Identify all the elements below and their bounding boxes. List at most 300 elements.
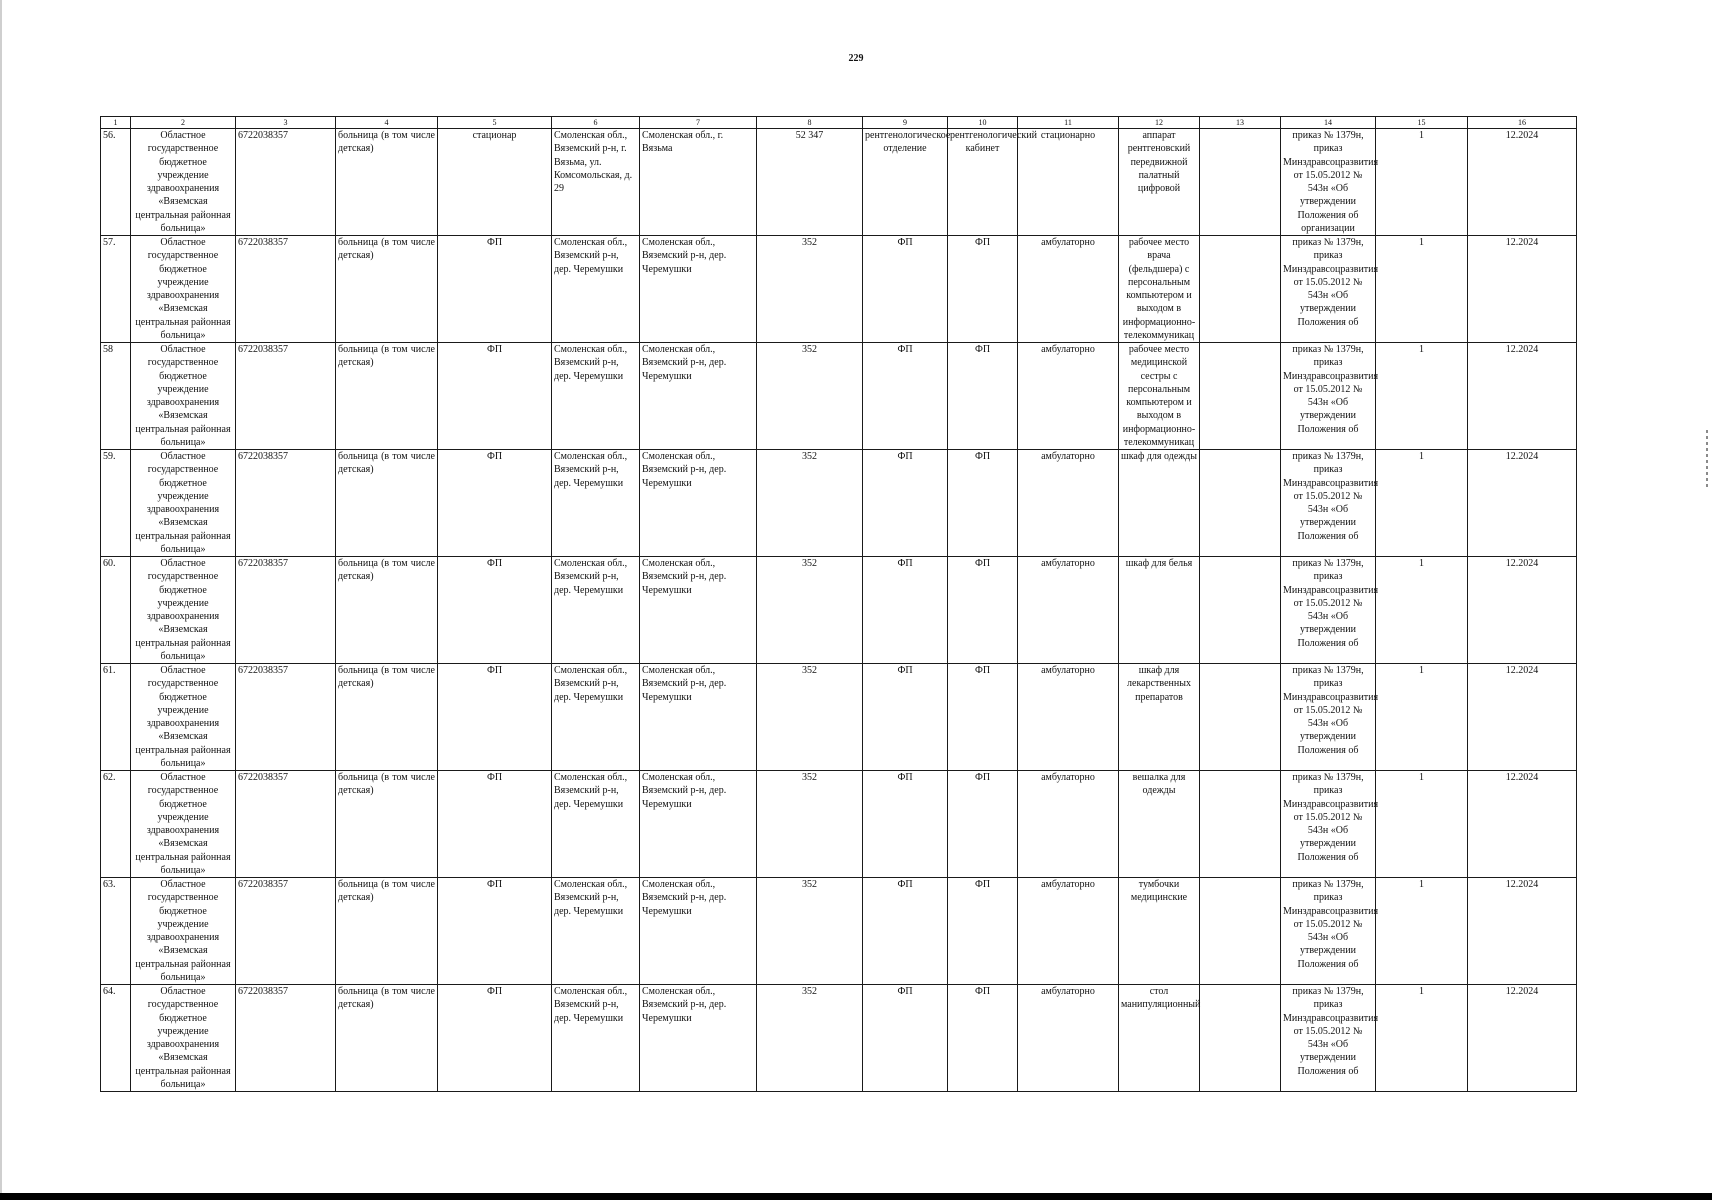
inn-cell-text: 6722038357: [238, 558, 288, 569]
equipment-cell-text: шкаф для лекарственных препаратов: [1127, 665, 1191, 703]
row-number-cell: [101, 343, 131, 450]
organization-cell: [131, 129, 236, 236]
unit-cell-text: ФП: [486, 986, 503, 997]
inn-cell-text: 6722038357: [238, 879, 288, 890]
room-cell: [948, 557, 1018, 664]
location-cell-text: Смоленская обл., Вяземский р-н, дер. Черемушки: [642, 879, 727, 917]
address-cell-text: Смоленская обл., Вяземский р-н, дер. Черемушки: [554, 451, 628, 489]
row-number-cell-text: 61.: [103, 665, 116, 676]
location-cell-text: Смоленская обл., Вяземский р-н, дер. Черемушки: [642, 237, 727, 275]
inn-cell: [236, 878, 336, 985]
order-cell: [1281, 129, 1379, 236]
population-cell-text: 352: [802, 237, 817, 248]
unit-cell-text: ФП: [486, 772, 503, 783]
organization-cell-text: Областное государственное бюджетное учреждение здравоохранения «Вяземская центральная районная больница»: [135, 344, 231, 449]
location-cell: [640, 664, 757, 771]
date-cell-text: 12.2024: [1505, 451, 1539, 462]
room-cell-text: ФП: [974, 879, 991, 890]
empty-cell: [1200, 771, 1281, 878]
inn-cell-text: 6722038357: [238, 344, 288, 355]
address-cell: [552, 878, 640, 985]
department-cell: [863, 664, 948, 771]
empty-cell: [1200, 557, 1281, 664]
population-cell-text: 352: [802, 665, 817, 676]
department-cell-text: ФП: [897, 344, 913, 355]
unit-cell: [438, 771, 552, 878]
address-cell: [552, 985, 640, 1092]
facility-type-cell-text: больница (в том числе детская): [338, 237, 435, 262]
address-cell: [552, 450, 640, 557]
unit-cell: [438, 236, 552, 343]
table-row: [101, 771, 1577, 878]
department-cell: [863, 236, 948, 343]
location-cell: [640, 343, 757, 450]
column-number: 10: [948, 117, 1018, 129]
facility-type-cell: [336, 557, 438, 664]
order-cell-text: приказ № 1379н, приказ Минздравсоцразвития от 15.05.2012 № 543н «Об утверждении Положения об: [1283, 558, 1379, 649]
location-cell-text: Смоленская обл., Вяземский р-н, дер. Черемушки: [642, 558, 727, 596]
facility-type-cell: [336, 771, 438, 878]
equipment-cell: [1119, 129, 1200, 236]
organization-cell-text: Областное государственное бюджетное учреждение здравоохранения «Вяземская центральная районная больница»: [135, 879, 231, 984]
population-cell-text: 352: [802, 344, 817, 355]
organization-cell-text: Областное государственное бюджетное учреждение здравоохранения «Вяземская центральная районная больница»: [135, 986, 231, 1091]
equipment-cell: [1119, 343, 1200, 450]
quantity-cell-text: 1: [1419, 879, 1424, 890]
row-number-cell: [101, 985, 131, 1092]
address-cell-text: Смоленская обл., Вяземский р-н, дер. Черемушки: [554, 986, 628, 1024]
department-cell-text: ФП: [897, 986, 913, 997]
quantity-cell-text: 1: [1419, 344, 1424, 355]
scan-left-edge: [0, 0, 2, 1200]
care-mode-cell: [1018, 557, 1119, 664]
row-number-cell-text: 63.: [103, 879, 116, 890]
row-number-cell-text: 62.: [103, 772, 116, 783]
row-number-cell: [101, 236, 131, 343]
order-cell: [1281, 985, 1379, 1092]
quantity-cell: [1376, 236, 1468, 343]
empty-cell: [1200, 236, 1281, 343]
room-cell: [948, 450, 1018, 557]
row-number-cell: [101, 450, 131, 557]
department-cell-text: ФП: [897, 772, 913, 783]
table-row: [101, 664, 1577, 771]
date-cell: [1468, 771, 1577, 878]
care-mode-cell-text: амбулаторно: [1041, 772, 1095, 783]
quantity-cell: [1376, 129, 1468, 236]
order-cell: [1281, 664, 1379, 771]
care-mode-cell: [1018, 236, 1119, 343]
location-cell: [640, 771, 757, 878]
date-cell: [1468, 343, 1577, 450]
facility-type-cell: [336, 450, 438, 557]
address-cell: [552, 771, 640, 878]
care-mode-cell-text: амбулаторно: [1041, 237, 1095, 248]
quantity-cell: [1376, 450, 1468, 557]
equipment-cell: [1119, 557, 1200, 664]
date-cell: [1468, 985, 1577, 1092]
population-cell: [757, 664, 863, 771]
column-number: 1: [101, 117, 131, 129]
population-cell: [757, 450, 863, 557]
date-cell: [1468, 557, 1577, 664]
table-row: [101, 450, 1577, 557]
date-cell-text: 12.2024: [1505, 558, 1539, 569]
date-cell-text: 12.2024: [1505, 344, 1539, 355]
room-cell: [948, 878, 1018, 985]
equipment-cell-text: шкаф для белья: [1125, 558, 1193, 569]
quantity-cell: [1376, 343, 1468, 450]
care-mode-cell: [1018, 985, 1119, 1092]
inn-cell-text: 6722038357: [238, 451, 288, 462]
column-number: 7: [640, 117, 757, 129]
date-cell: [1468, 236, 1577, 343]
care-mode-cell: [1018, 450, 1119, 557]
inn-cell-text: 6722038357: [238, 130, 288, 141]
population-cell-text: 352: [802, 772, 817, 783]
care-mode-cell: [1018, 664, 1119, 771]
column-number: 9: [863, 117, 948, 129]
row-number-cell: [101, 557, 131, 664]
equipment-cell-text: рабочее место медицинской сестры с персональным компьютером и выходом в информационно-телекоммуникац: [1122, 344, 1196, 449]
location-cell-text: Смоленская обл., Вяземский р-н, дер. Черемушки: [642, 665, 727, 703]
date-cell-text: 12.2024: [1505, 237, 1539, 248]
date-cell: [1468, 129, 1577, 236]
equipment-cell: [1119, 878, 1200, 985]
row-number-cell: [101, 771, 131, 878]
quantity-cell-text: 1: [1419, 451, 1424, 462]
room-cell-text: ФП: [974, 237, 991, 248]
unit-cell-text: ФП: [486, 665, 503, 676]
unit-cell: [438, 664, 552, 771]
room-cell: [948, 771, 1018, 878]
unit-cell: [438, 985, 552, 1092]
department-cell-text: ФП: [897, 558, 913, 569]
quantity-cell: [1376, 771, 1468, 878]
quantity-cell-text: 1: [1419, 665, 1424, 676]
facility-type-cell: [336, 129, 438, 236]
department-cell: [863, 557, 948, 664]
order-cell: [1281, 878, 1379, 985]
inn-cell-text: 6722038357: [238, 986, 288, 997]
address-cell: [552, 664, 640, 771]
address-cell: [552, 557, 640, 664]
column-number: 15: [1376, 117, 1468, 129]
quantity-cell: [1376, 878, 1468, 985]
unit-cell-text: ФП: [486, 344, 503, 355]
date-cell-text: 12.2024: [1505, 986, 1539, 997]
department-cell-text: ФП: [897, 237, 913, 248]
organization-cell-text: Областное государственное бюджетное учреждение здравоохранения «Вяземская центральная районная больница»: [135, 558, 231, 663]
department-cell: [863, 129, 951, 236]
inn-cell: [236, 771, 336, 878]
date-cell: [1468, 664, 1577, 771]
location-cell: [640, 236, 757, 343]
location-cell-text: Смоленская обл., Вяземский р-н, дер. Черемушки: [642, 344, 727, 382]
organization-cell: [131, 343, 236, 450]
inn-cell: [236, 236, 336, 343]
equipment-table: [100, 116, 1577, 1092]
location-cell: [640, 557, 757, 664]
date-cell-text: 12.2024: [1505, 772, 1539, 783]
facility-type-cell: [336, 985, 438, 1092]
row-number-cell-text: 58: [103, 344, 113, 355]
location-cell: [640, 129, 757, 236]
organization-cell: [131, 450, 236, 557]
organization-cell-text: Областное государственное бюджетное учреждение здравоохранения «Вяземская центральная районная больница»: [135, 237, 231, 342]
table-row: [101, 878, 1577, 985]
department-cell-text: рентгенологическое отделение: [865, 130, 951, 155]
order-cell: [1281, 450, 1379, 557]
equipment-cell-text: рабочее место врача (фельдшера) с персональным компьютером и выходом в информационно-телекоммуникац: [1122, 237, 1196, 342]
date-cell-text: 12.2024: [1505, 879, 1539, 890]
order-cell: [1281, 236, 1379, 343]
care-mode-cell-text: амбулаторно: [1041, 451, 1095, 462]
address-cell-text: Смоленская обл., Вяземский р-н, дер. Черемушки: [554, 665, 628, 703]
order-cell-text: приказ № 1379н, приказ Минздравсоцразвития от 15.05.2012 № 543н «Об утверждении Положения об: [1283, 772, 1379, 863]
care-mode-cell: [1018, 771, 1119, 878]
population-cell: [757, 557, 863, 664]
column-number: 4: [336, 117, 438, 129]
inn-cell-text: 6722038357: [238, 665, 288, 676]
equipment-cell: [1119, 450, 1200, 557]
quantity-cell: [1376, 557, 1468, 664]
table-row: [101, 985, 1577, 1092]
population-cell-text: 352: [802, 879, 817, 890]
care-mode-cell: [1018, 129, 1119, 236]
location-cell-text: Смоленская обл., Вяземский р-н, дер. Черемушки: [642, 451, 727, 489]
empty-cell: [1200, 129, 1281, 236]
column-number: 5: [438, 117, 552, 129]
population-cell-text: 352: [802, 451, 817, 462]
row-number-cell: [101, 878, 131, 985]
order-cell-text: приказ № 1379н, приказ Минздравсоцразвития от 15.05.2012 № 543н «Об утверждении Положения об: [1283, 451, 1379, 542]
order-cell-text: приказ № 1379н, приказ Минздравсоцразвития от 15.05.2012 № 543н «Об утверждении Положения об: [1283, 665, 1379, 756]
room-cell-text: ФП: [974, 451, 991, 462]
column-number: 8: [757, 117, 863, 129]
empty-cell: [1200, 343, 1281, 450]
column-number: 2: [131, 117, 236, 129]
unit-cell-text: стационар: [472, 130, 517, 141]
location-cell-text: Смоленская обл., г. Вязьма: [642, 130, 724, 155]
scan-edge-marks: [1706, 430, 1708, 490]
date-cell-text: 12.2024: [1505, 130, 1539, 141]
unit-cell: [438, 129, 552, 236]
column-number: 3: [236, 117, 336, 129]
facility-type-cell-text: больница (в том числе детская): [338, 558, 435, 583]
inn-cell: [236, 557, 336, 664]
organization-cell-text: Областное государственное бюджетное учреждение здравоохранения «Вяземская центральная районная больница»: [135, 665, 231, 770]
quantity-cell-text: 1: [1419, 237, 1424, 248]
unit-cell: [438, 557, 552, 664]
care-mode-cell-text: амбулаторно: [1041, 344, 1095, 355]
facility-type-cell-text: больница (в том числе детская): [338, 451, 435, 476]
equipment-cell: [1119, 985, 1200, 1092]
order-cell: [1281, 343, 1379, 450]
order-cell-text: приказ № 1379н, приказ Минздравсоцразвития от 15.05.2012 № 543н «Об утверждении Положения об: [1283, 237, 1379, 328]
facility-type-cell: [336, 236, 438, 343]
facility-type-cell: [336, 343, 438, 450]
column-number: 13: [1200, 117, 1281, 129]
facility-type-cell-text: больница (в том числе детская): [338, 772, 435, 797]
organization-cell-text: Областное государственное бюджетное учреждение здравоохранения «Вяземская центральная районная больница»: [135, 772, 231, 877]
order-cell-text: приказ № 1379н, приказ Минздравсоцразвития от 15.05.2012 № 543н «Об утверждении Положения об: [1283, 879, 1379, 970]
room-cell: [948, 664, 1018, 771]
quantity-cell-text: 1: [1419, 986, 1424, 997]
room-cell: [948, 985, 1018, 1092]
quantity-cell-text: 1: [1419, 130, 1424, 141]
organization-cell: [131, 664, 236, 771]
location-cell-text: Смоленская обл., Вяземский р-н, дер. Черемушки: [642, 986, 727, 1024]
organization-cell: [131, 878, 236, 985]
organization-cell: [131, 557, 236, 664]
unit-cell: [438, 878, 552, 985]
population-cell: [757, 129, 863, 236]
facility-type-cell: [336, 664, 438, 771]
unit-cell-text: ФП: [486, 237, 503, 248]
room-cell-text: ФП: [974, 986, 991, 997]
department-cell: [863, 771, 948, 878]
row-number-cell-text: 56.: [103, 130, 116, 141]
date-cell: [1468, 878, 1577, 985]
care-mode-cell-text: амбулаторно: [1041, 558, 1095, 569]
population-cell: [757, 771, 863, 878]
department-cell: [863, 985, 948, 1092]
department-cell: [863, 450, 948, 557]
room-cell-text: ФП: [974, 665, 991, 676]
room-cell-text: ФП: [974, 772, 991, 783]
inn-cell: [236, 343, 336, 450]
organization-cell: [131, 236, 236, 343]
unit-cell: [438, 343, 552, 450]
care-mode-cell-text: амбулаторно: [1041, 986, 1095, 997]
facility-type-cell-text: больница (в том числе детская): [338, 130, 435, 155]
order-cell: [1281, 771, 1379, 878]
population-cell-text: 352: [802, 986, 817, 997]
organization-cell-text: Областное государственное бюджетное учреждение здравоохранения «Вяземская центральная районная больница»: [135, 451, 231, 556]
equipment-cell-text: тумбочки медицинские: [1130, 879, 1188, 904]
room-cell: [948, 343, 1018, 450]
address-cell-text: Смоленская обл., Вяземский р-н, дер. Черемушки: [554, 879, 628, 917]
equipment-cell: [1119, 236, 1200, 343]
inn-cell-text: 6722038357: [238, 772, 288, 783]
quantity-cell: [1376, 985, 1468, 1092]
address-cell-text: Смоленская обл., Вяземский р-н, дер. Черемушки: [554, 237, 628, 275]
care-mode-cell-text: амбулаторно: [1041, 879, 1095, 890]
order-cell-text: приказ № 1379н, приказ Минздравсоцразвития от 15.05.2012 № 543н «Об утверждении Положения об: [1283, 986, 1379, 1077]
care-mode-cell: [1018, 878, 1119, 985]
room-cell-text: ФП: [974, 344, 991, 355]
inn-cell: [236, 664, 336, 771]
unit-cell-text: ФП: [486, 451, 503, 462]
scan-bottom-bar: [0, 1193, 1712, 1200]
column-number: 16: [1468, 117, 1577, 129]
column-number: 12: [1119, 117, 1200, 129]
row-number-cell-text: 64.: [103, 986, 116, 997]
column-number: 11: [1018, 117, 1119, 129]
equipment-cell-text: аппарат рентгеновский передвижной палатный цифровой: [1127, 130, 1191, 195]
inn-cell: [236, 985, 336, 1092]
empty-cell: [1200, 878, 1281, 985]
room-cell-text: рентгенологический кабинет: [950, 130, 1037, 155]
organization-cell-text: Областное государственное бюджетное учреждение здравоохранения «Вяземская центральная районная больница»: [135, 130, 231, 235]
date-cell: [1468, 450, 1577, 557]
empty-cell: [1200, 664, 1281, 771]
department-cell-text: ФП: [897, 451, 913, 462]
care-mode-cell-text: стационарно: [1040, 130, 1096, 141]
inn-cell-text: 6722038357: [238, 237, 288, 248]
facility-type-cell-text: больница (в том числе детская): [338, 986, 435, 1011]
column-number-row: [101, 117, 1577, 129]
population-cell: [757, 985, 863, 1092]
location-cell: [640, 450, 757, 557]
inn-cell: [236, 450, 336, 557]
row-number-cell-text: 57.: [103, 237, 116, 248]
row-number-cell-text: 59.: [103, 451, 116, 462]
facility-type-cell: [336, 878, 438, 985]
facility-type-cell-text: больница (в том числе детская): [338, 879, 435, 904]
column-number: 14: [1281, 117, 1376, 129]
population-cell: [757, 878, 863, 985]
order-cell: [1281, 557, 1379, 664]
address-cell-text: Смоленская обл., Вяземский р-н, дер. Черемушки: [554, 772, 628, 810]
row-number-cell-text: 60.: [103, 558, 116, 569]
organization-cell: [131, 985, 236, 1092]
page-number: 229: [848, 53, 864, 64]
address-cell: [552, 236, 640, 343]
table-row: [101, 236, 1577, 343]
quantity-cell: [1376, 664, 1468, 771]
order-cell-text: приказ № 1379н, приказ Минздравсоцразвития от 15.05.2012 № 543н «Об утверждении Положения об: [1283, 344, 1379, 435]
table-row: [101, 129, 1577, 236]
department-cell: [863, 343, 948, 450]
department-cell: [863, 878, 948, 985]
location-cell-text: Смоленская обл., Вяземский р-н, дер. Черемушки: [642, 772, 727, 810]
inn-cell: [236, 129, 336, 236]
equipment-cell-text: вешалка для одежды: [1132, 772, 1186, 797]
department-cell-text: ФП: [897, 665, 913, 676]
table-row: [101, 343, 1577, 450]
equipment-cell-text: шкаф для одежды: [1121, 451, 1197, 462]
address-cell-text: Смоленская обл., Вяземский р-н, дер. Черемушки: [554, 344, 628, 382]
quantity-cell-text: 1: [1419, 558, 1424, 569]
facility-type-cell-text: больница (в том числе детская): [338, 344, 435, 369]
location-cell: [640, 985, 757, 1092]
equipment-cell: [1119, 771, 1200, 878]
address-cell: [552, 343, 640, 450]
date-cell-text: 12.2024: [1505, 665, 1539, 676]
quantity-cell-text: 1: [1419, 772, 1424, 783]
room-cell: [948, 236, 1018, 343]
organization-cell: [131, 771, 236, 878]
column-number: 6: [552, 117, 640, 129]
order-cell-text: приказ № 1379н, приказ Минздравсоцразвития от 15.05.2012 № 543н «Об утверждении Положения об организации: [1283, 130, 1379, 235]
equipment-cell-text: стол манипуляционный: [1121, 986, 1201, 1011]
table-row: [101, 557, 1577, 664]
population-cell: [757, 343, 863, 450]
room-cell-text: ФП: [974, 558, 991, 569]
unit-cell-text: ФП: [486, 879, 503, 890]
address-cell-text: Смоленская обл., Вяземский р-н, г. Вязьма, ул. Комсомольская, д. 29: [554, 130, 633, 195]
room-cell: [948, 129, 1037, 236]
unit-cell-text: ФП: [486, 558, 503, 569]
row-number-cell: [101, 129, 131, 236]
empty-cell: [1200, 450, 1281, 557]
care-mode-cell: [1018, 343, 1119, 450]
address-cell: [552, 129, 640, 236]
care-mode-cell-text: амбулаторно: [1041, 665, 1095, 676]
equipment-cell: [1119, 664, 1200, 771]
